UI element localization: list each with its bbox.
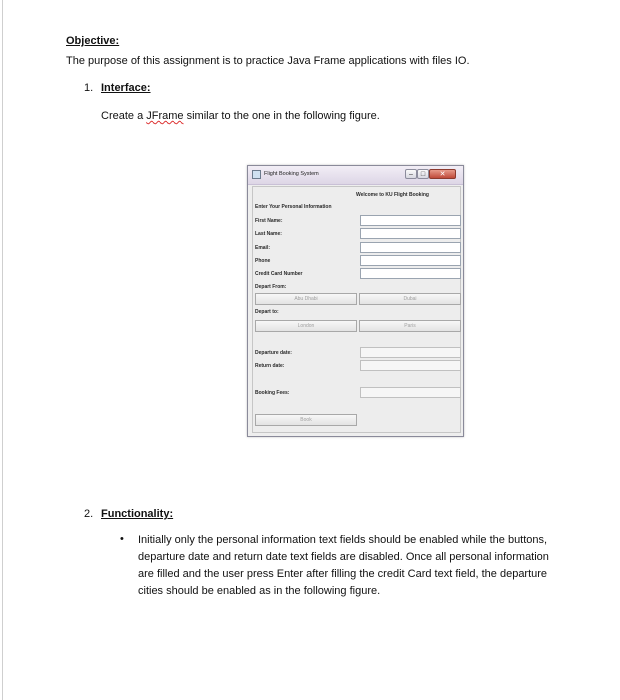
london-button[interactable]: London: [255, 320, 357, 332]
credit-card-label: Credit Card Number: [255, 271, 303, 277]
phone-label: Phone: [255, 258, 271, 264]
section-1-text: [101, 110, 380, 122]
abu-dhabi-button[interactable]: Abu Dhabi: [255, 293, 357, 305]
booking-fees-label: Booking Fees:: [255, 390, 290, 396]
objective-heading: Objective:: [66, 35, 120, 47]
objective-text: The purpose of this assignment is to practice Java Frame applications with files IO.: [66, 55, 470, 67]
departure-date-field[interactable]: [360, 347, 461, 358]
last-name-label: Last Name:: [255, 231, 282, 237]
window-titlebar: [248, 166, 463, 185]
section-1-text-start: Create a: [101, 110, 147, 122]
minimize-button[interactable]: [405, 169, 417, 179]
section-1-text-end: similar to the one in the following figure.: [183, 110, 380, 122]
form-panel: [252, 186, 461, 433]
depart-to-label: Depart to:: [255, 309, 279, 315]
minimize-icon: –: [409, 171, 413, 178]
close-button[interactable]: [429, 169, 456, 179]
flight-booking-window: [247, 165, 464, 437]
email-label: Email:: [255, 245, 271, 251]
section-1-heading: Interface:: [101, 82, 151, 94]
section-2-number: 2.: [84, 508, 94, 520]
functionality-line-4: cities should be enabled as in the following figure.: [138, 585, 381, 597]
phone-field[interactable]: [360, 255, 461, 266]
book-button[interactable]: Book: [255, 414, 357, 426]
last-name-field[interactable]: [360, 228, 461, 239]
welcome-label: Welcome to KU Flight Booking: [356, 192, 429, 198]
depart-from-label: Depart From:: [255, 284, 287, 290]
close-icon: ✕: [439, 171, 446, 178]
maximize-button[interactable]: [417, 169, 429, 179]
return-date-field[interactable]: [360, 360, 461, 371]
personal-info-label: Enter Your Personal Information: [255, 204, 332, 210]
maximize-icon: □: [420, 171, 426, 178]
email-field[interactable]: [360, 242, 461, 253]
booking-fees-field: [360, 387, 461, 398]
first-name-label: First Name:: [255, 218, 283, 224]
section-2-heading: Functionality:: [101, 508, 174, 520]
functionality-line-3: are filled and the user press Enter after filling the credit Card text field, the departure: [138, 568, 548, 580]
credit-card-field[interactable]: [360, 268, 461, 279]
return-date-label: Return date:: [255, 363, 285, 369]
first-name-field[interactable]: [360, 215, 461, 226]
departure-date-label: Departure date:: [255, 350, 292, 356]
functionality-line-2: departure date and return date text fields are disabled. Once all personal information: [138, 551, 549, 563]
paris-button[interactable]: Paris: [359, 320, 461, 332]
page-left-edge: [2, 0, 3, 700]
section-1-number: 1.: [84, 82, 94, 94]
jframe-word: JFrame: [146, 110, 184, 122]
dubai-button[interactable]: Dubai: [359, 293, 461, 305]
bullet-icon: •: [120, 533, 124, 545]
functionality-line-1: Initially only the personal information text fields should be enabled while the buttons,: [138, 534, 548, 546]
window-title: Flight Booking System: [264, 171, 319, 177]
app-icon: [252, 170, 261, 179]
